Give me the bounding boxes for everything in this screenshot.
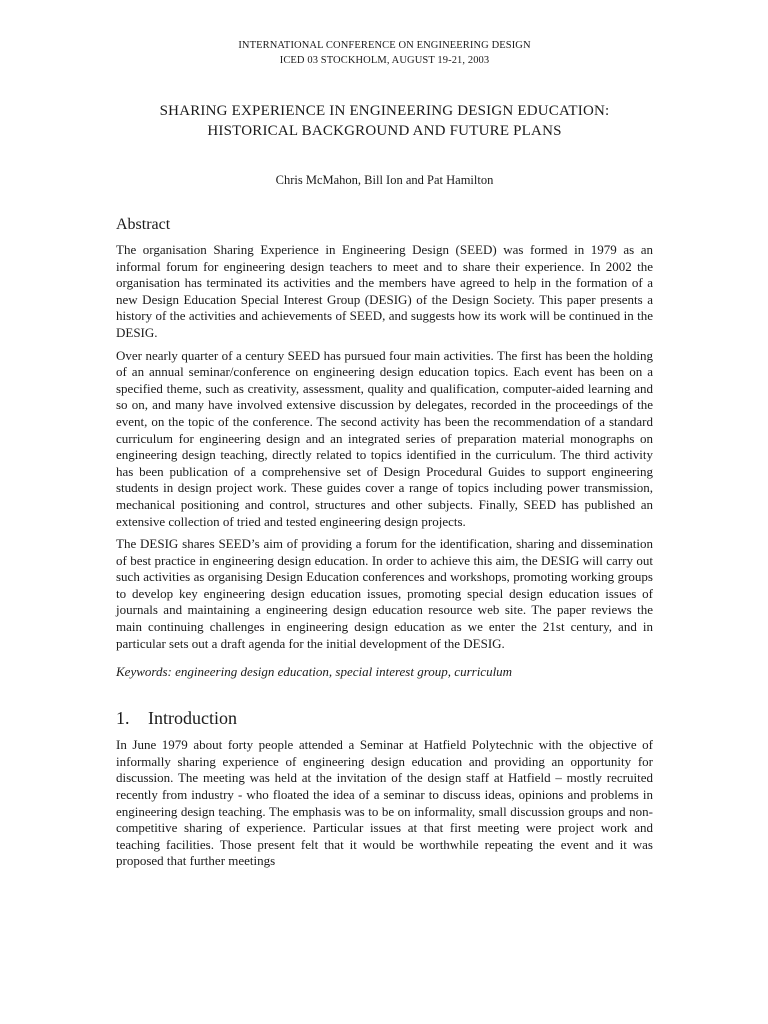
- introduction-paragraph: In June 1979 about forty people attended a Seminar at Hatfield Polytechnic with the objective of informally sharing experience of engineering design education and providing an opportunity for discussion. The meeting was held at the invitation of the design staff at Hatfield – mostly recruited recently from industry - who floated the idea of a seminar to discuss ideas, opinions and problems in engineering design teaching. The emphasis was to be on informality, small discussion groups and non-competitive sharing of experience. Particular issues at that first meeting were project work and teaching facilities. Those present felt that it would be worthwhile repeating the event and it was proposed that further meetings: [116, 737, 653, 869]
- abstract-paragraph-1: The organisation Sharing Experience in Engineering Design (SEED) was formed in 1979 as an informal forum for engineering design teachers to meet and to share their experience. In 2002 the organisation has terminated its activities and the members have agreed to help in the formation of a new Design Education Special Interest Group (DESIG) of the Design Society. This paper presents a history of the activities and achievements of SEED, and suggests how its work will be continued in the DESIG.: [116, 242, 653, 340]
- keywords: Keywords: engineering design education, special interest group, curriculum: [116, 664, 513, 680]
- abstract-paragraph-3: The DESIG shares SEED’s aim of providing a forum for the identification, sharing and dissemination of best practice in engineering design education. In order to achieve this aim, the DESIG will carry out such activities as organising Design Education conferences and workshops, promoting working groups to develop key engineering design education issues, promoting special design education issues of journals and maintaining a engineering design education resource web site. The paper reviews the main continuing challenges in engineering design education as we enter the 21st century, and in particular sets out a draft agenda for the initial development of the DESIG.: [116, 536, 653, 651]
- title-line-2: HISTORICAL BACKGROUND AND FUTURE PLANS: [207, 123, 562, 139]
- introduction-heading: [116, 707, 653, 729]
- conference-line-1: INTERNATIONAL CONFERENCE ON ENGINEERING DESIGN: [238, 40, 531, 51]
- introduction-section: [116, 707, 653, 870]
- abstract-paragraph-2: Over nearly quarter of a century SEED has pursued four main activities. The first has been the holding of an annual seminar/conference on engineering design education topics. Each event has been on a specified theme, such as creativity, assessment, quality and qualification, computer-aided learning and so on, and many have involved extensive discussion by delegates, recorded in the proceedings of the event, on the topic of the conference. The second activity has been the recommendation of a standard curriculum for engineering design and an integrated series of preparation material monographs on engineering design teaching, directly related to topics identified in the curriculum. The third activity has been publication of a comprehensive set of Design Procedural Guides to support engineering students in design project work. These guides cover a range of topics including power transmission, mechanical positioning and control, structures and other subjects. Finally, SEED has published an extensive collection of tried and tested engineering design projects.: [116, 347, 653, 529]
- title-line-1: SHARING EXPERIENCE IN ENGINEERING DESIGN EDUCATION:: [159, 103, 610, 119]
- paper-title: [116, 101, 653, 141]
- authors: Chris McMahon, Bill Ion and Pat Hamilton: [275, 173, 494, 187]
- abstract-section: [116, 215, 653, 680]
- section-number: 1.: [116, 708, 130, 729]
- conference-header: [116, 38, 653, 68]
- paper-page: [116, 38, 653, 870]
- conference-line-2: ICED 03 STOCKHOLM, AUGUST 19-21, 2003: [279, 55, 490, 66]
- section-title: Introduction: [148, 708, 237, 729]
- abstract-heading: Abstract: [116, 216, 171, 233]
